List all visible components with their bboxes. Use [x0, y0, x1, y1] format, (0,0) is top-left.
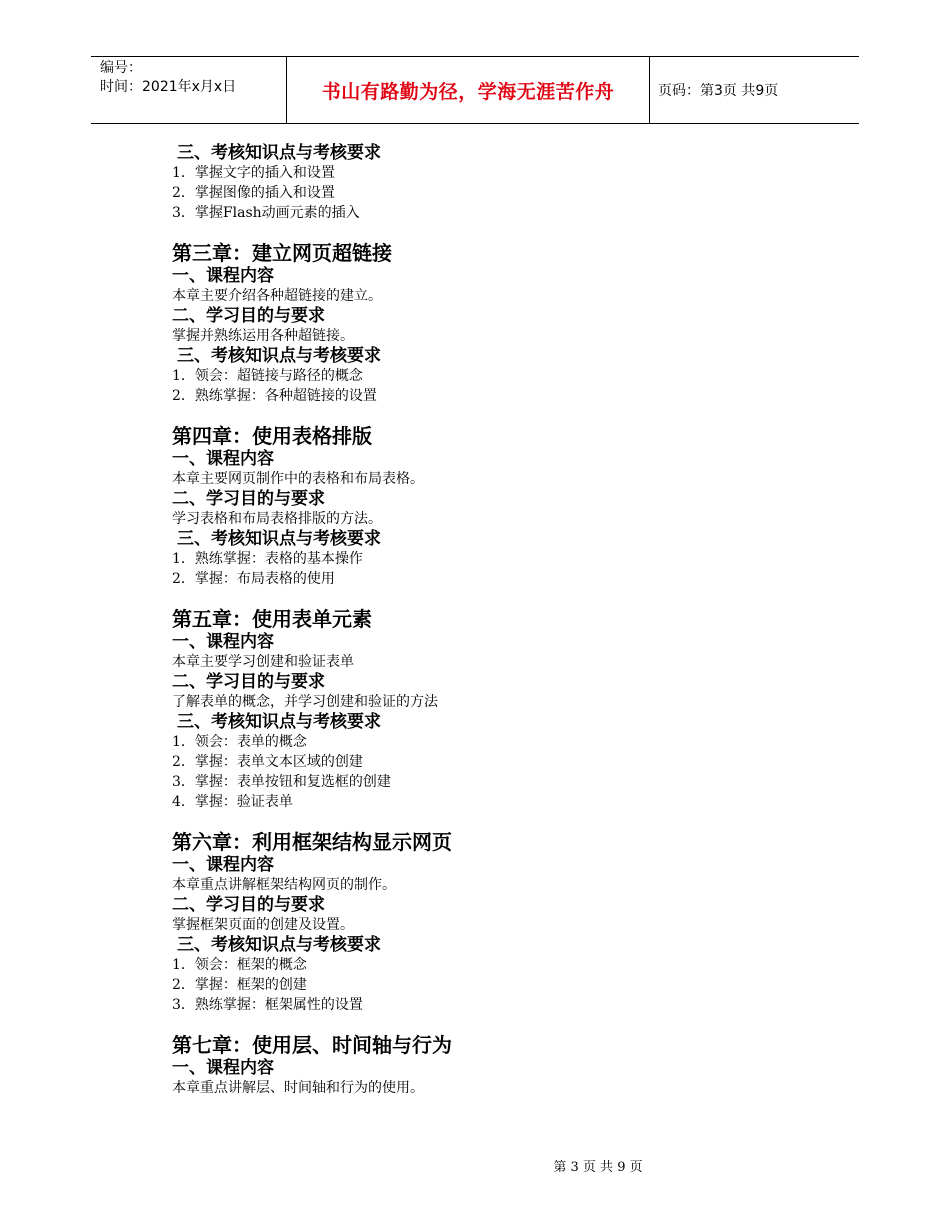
list-item: 3．掌握Flash动画元素的插入 — [172, 205, 360, 221]
list-item: 2．掌握：框架的创建 — [172, 977, 307, 993]
chapter-title: 第六章：利用框架结构显示网页 — [172, 830, 452, 854]
list-item: 1．领会：表单的概念 — [172, 734, 307, 750]
chapter-title: 第四章：使用表格排版 — [172, 424, 372, 448]
section-heading: 三、考核知识点与考核要求 — [177, 346, 381, 366]
section-heading: 一、课程内容 — [172, 1058, 274, 1078]
list-item: 1．熟练掌握：表格的基本操作 — [172, 551, 363, 567]
page-info: 页码：第3页 共9页 — [658, 83, 779, 99]
paragraph: 本章主要学习创建和验证表单 — [172, 654, 354, 670]
paragraph: 掌握并熟练运用各种超链接。 — [172, 328, 354, 344]
list-item: 1．领会：框架的概念 — [172, 957, 307, 973]
time-label: 时间：2021年x月x日 — [100, 79, 237, 95]
paragraph: 了解表单的概念，并学习创建和验证的方法 — [172, 694, 438, 710]
header-meta — [91, 57, 286, 123]
list-item: 1．掌握文字的插入和设置 — [172, 165, 335, 181]
section-heading: 一、课程内容 — [172, 266, 274, 286]
list-item: 2．掌握：表单文本区域的创建 — [172, 754, 363, 770]
section-heading: 三、考核知识点与考核要求 — [177, 935, 381, 955]
document-body — [172, 143, 772, 1098]
number-label: 编号： — [100, 60, 142, 76]
section-heading: 二、学习目的与要求 — [172, 489, 325, 509]
section-heading: 二、学习目的与要求 — [172, 672, 325, 692]
paragraph: 掌握框架页面的创建及设置。 — [172, 917, 354, 933]
list-item: 2．熟练掌握：各种超链接的设置 — [172, 388, 377, 404]
footer-page-number: 第 3 页 共 9 页 — [553, 1160, 643, 1175]
paragraph: 本章重点讲解层、时间轴和行为的使用。 — [172, 1080, 424, 1096]
header-page-cell — [649, 57, 859, 123]
list-item: 2．掌握图像的插入和设置 — [172, 185, 335, 201]
section-heading: 三、考核知识点与考核要求 — [177, 143, 381, 163]
section-heading: 三、考核知识点与考核要求 — [177, 529, 381, 549]
paragraph: 学习表格和布局表格排版的方法。 — [172, 511, 382, 527]
motto-text: 书山有路勤为径，学海无涯苦作舟 — [321, 80, 615, 103]
list-item: 4．掌握：验证表单 — [172, 794, 293, 810]
section-heading: 二、学习目的与要求 — [172, 306, 325, 326]
paragraph: 本章主要网页制作中的表格和布局表格。 — [172, 471, 424, 487]
section-heading: 二、学习目的与要求 — [172, 895, 325, 915]
section-heading: 一、课程内容 — [172, 632, 274, 652]
section-heading: 一、课程内容 — [172, 449, 274, 469]
chapter-title: 第三章：建立网页超链接 — [172, 241, 392, 265]
chapter-title: 第五章：使用表单元素 — [172, 607, 372, 631]
paragraph: 本章重点讲解框架结构网页的制作。 — [172, 877, 396, 893]
list-item: 2．掌握：布局表格的使用 — [172, 571, 335, 587]
list-item: 3．熟练掌握：框架属性的设置 — [172, 997, 363, 1013]
page-footer — [0, 1156, 950, 1175]
list-item: 1．领会：超链接与路径的概念 — [172, 368, 363, 384]
section-heading: 一、课程内容 — [172, 855, 274, 875]
paragraph: 本章主要介绍各种超链接的建立。 — [172, 288, 382, 304]
list-item: 3．掌握：表单按钮和复选框的创建 — [172, 774, 391, 790]
page-header — [91, 56, 859, 124]
chapter-title: 第七章：使用层、时间轴与行为 — [172, 1033, 452, 1057]
section-heading: 三、考核知识点与考核要求 — [177, 712, 381, 732]
header-motto-cell — [286, 57, 650, 123]
